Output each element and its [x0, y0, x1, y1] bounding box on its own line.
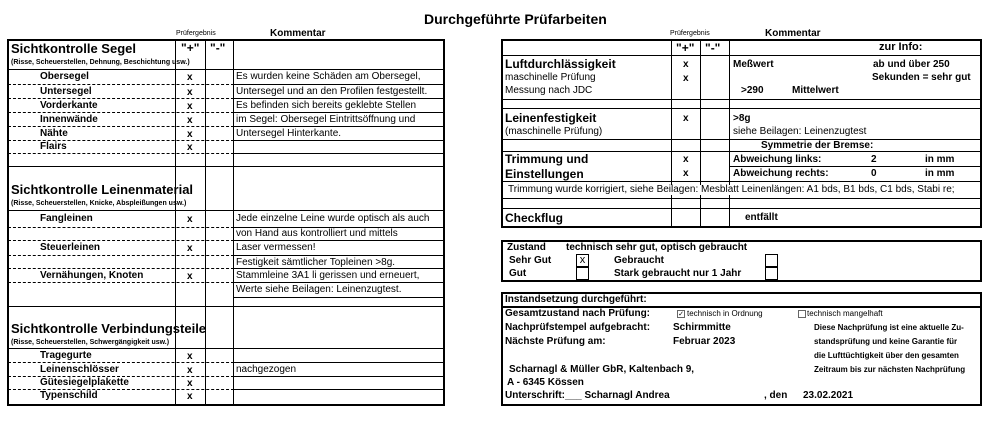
mangelhaft-label: technisch mangelhaft — [807, 309, 883, 318]
segel-mark: x — [187, 142, 193, 153]
segel-comment: Untersegel Hinterkante. — [236, 128, 342, 139]
verbindung-comment: nachgezogen — [236, 364, 297, 375]
segel-mark: x — [187, 87, 193, 98]
ordnung-checkbox[interactable]: ✓ — [678, 311, 684, 318]
luft-title: Luftdurchlässigkeit — [505, 57, 616, 71]
segel-label: Untersegel — [40, 86, 92, 97]
festigkeit-value: >8g — [733, 113, 751, 124]
segel-label: Innenwände — [40, 114, 98, 125]
kommentar-header: Kommentar — [765, 28, 821, 39]
festigkeit-note: siehe Beilagen: Leinenzugtest — [733, 126, 867, 137]
stark-checkbox[interactable] — [765, 267, 778, 280]
leinen-label: Steuerleinen — [40, 242, 101, 253]
disclaimer-line: standsprüfung und keine Garantie für — [814, 337, 958, 346]
segel-label: Flairs — [40, 141, 67, 152]
plus-header: "+" — [676, 41, 695, 55]
verbindung-label: Typenschild — [40, 390, 98, 401]
kommentar-header: Kommentar — [270, 28, 326, 39]
abweichung-rechts-label: Abweichung rechts: — [733, 168, 829, 179]
verbindung-mark: x — [187, 378, 193, 389]
trimmung-mark: x — [683, 168, 689, 179]
verbindung-title: Sichtkontrolle Verbindungsteile — [11, 321, 207, 336]
leinen-comment: Stammleine 3A1 li gerissen und erneuert, — [236, 270, 420, 281]
verbindung-mark: x — [187, 391, 193, 402]
luft-sek: Sekunden = sehr gut — [872, 72, 971, 83]
luft-value: >290 — [741, 85, 764, 96]
segel-mark: x — [187, 72, 193, 83]
luft-mittel: Mittelwert — [792, 85, 839, 96]
checkflug-title: Checkflug — [505, 211, 564, 225]
segel-label: Obersegel — [40, 71, 89, 82]
firma-line1: Scharnagl & Müller GbR, Kaltenbach 9, — [509, 364, 695, 375]
leinen-comment: Werte siehe Beilagen: Leinenzugtest. — [236, 284, 402, 295]
verbindung-sub: (Risse, Scheuerstellen, Schwergängigkeit usw.) — [11, 339, 170, 346]
ordnung-label: technisch in Ordnung — [687, 309, 763, 318]
luft-line3: Messung nach JDC — [505, 85, 593, 96]
info-header: zur Info: — [879, 41, 923, 53]
trimmung-title: Trimmung und — [505, 152, 589, 166]
abweichung-rechts-unit: in mm — [925, 168, 955, 179]
checkflug-value: entfällt — [745, 212, 778, 223]
segel-sub: (Risse, Scheuerstellen, Dehnung, Beschichtung usw.) — [11, 59, 190, 66]
leinen-mark: x — [187, 214, 193, 225]
naechste-value: Februar 2023 — [673, 336, 736, 347]
stark-label: Stark gebraucht nur 1 Jahr — [614, 268, 742, 279]
segel-comment: Es wurden keine Schäden am Obersegel, — [236, 71, 421, 82]
abweichung-links-label: Abweichung links: — [733, 154, 822, 165]
trimmung-title: Einstellungen — [505, 167, 584, 181]
leinen-label: Vernähungen, Knoten — [40, 270, 144, 281]
luft-messwert: Meßwert — [733, 59, 774, 70]
disclaimer-line: Zeitraum bis zur nächsten Nachprüfung — [814, 365, 966, 374]
datum: 23.02.2021 — [803, 390, 854, 401]
festigkeit-title: Leinenfestigkeit — [505, 111, 597, 125]
gesamtzustand-label: Gesamtzustand nach Prüfung: — [505, 308, 651, 319]
mangelhaft-checkbox[interactable] — [798, 310, 806, 318]
trimmung-mark: x — [683, 154, 689, 165]
segel-mark: x — [187, 101, 193, 112]
leinen-mark: x — [187, 243, 193, 254]
festigkeit-mark: x — [683, 113, 689, 124]
leinen-sub: (Risse, Scheuerstellen, Knicke, Abspleißungen usw.) — [11, 200, 187, 207]
segel-mark: x — [187, 129, 193, 140]
gebraucht-checkbox[interactable] — [765, 254, 778, 267]
zustand-desc: technisch sehr gut, optisch gebraucht — [566, 242, 748, 253]
leinen-label: Fangleinen — [40, 213, 93, 224]
leinen-comment: von Hand aus kontrolliert und mittels — [236, 228, 398, 239]
segel-mark: x — [187, 115, 193, 126]
naechste-label: Nächste Prüfung am: — [505, 336, 606, 347]
luft-mark: x — [683, 73, 689, 84]
den-label: , den — [764, 390, 788, 401]
leinen-mark: x — [187, 271, 193, 282]
firma-line2: A - 6345 Kössen — [507, 377, 584, 388]
minus-header: "-" — [210, 41, 226, 55]
gebraucht-label: Gebraucht — [614, 255, 665, 266]
gut-label: Gut — [509, 268, 527, 279]
segel-comment: im Segel: Obersegel Eintrittsöffnung und — [236, 114, 416, 125]
segel-label: Nähte — [40, 128, 68, 139]
sehr-gut-label: Sehr Gut — [509, 255, 552, 266]
luft-ab: ab und über 250 — [873, 59, 950, 70]
minus-header: "-" — [705, 41, 721, 55]
abweichung-links-unit: in mm — [925, 154, 955, 165]
disclaimer-line: Diese Nachprüfung ist eine aktuelle Zu- — [814, 323, 964, 332]
pruefergebnis-header: Prüfergebnis — [670, 30, 710, 37]
leinen-comment: Laser vermessen! — [236, 242, 316, 253]
luft-line2: maschinelle Prüfung — [505, 72, 596, 83]
abweichung-rechts-value: 0 — [871, 168, 877, 179]
pruefergebnis-header: Prüfergebnis — [176, 30, 216, 37]
verbindung-mark: x — [187, 351, 193, 362]
luft-mark: x — [683, 59, 689, 70]
leinen-comment: Jede einzelne Leine wurde optisch als auch — [236, 213, 430, 224]
stempel-label: Nachprüfstempel aufgebracht: — [505, 322, 651, 333]
verbindung-label: Leinenschlösser — [40, 364, 119, 375]
verbindung-label: Tragegurte — [40, 350, 92, 361]
trimmung-note: Trimmung wurde korrigiert, siehe Beilagen: Mesblatt Leinenlängen: A1 bds, B1 bds, C1 bds, Stabi re; — [508, 184, 955, 195]
segel-title: Sichtkontrolle Segel — [11, 41, 136, 56]
leinen-comment: Festigkeit sämtlicher Topleinen >8g. — [236, 257, 396, 268]
segel-label: Vorderkante — [40, 100, 98, 111]
zustand-label: Zustand — [507, 242, 546, 253]
sehr-gut-checkbox[interactable]: x — [576, 254, 589, 267]
verbindung-mark: x — [187, 365, 193, 376]
leinen-title: Sichtkontrolle Leinenmaterial — [11, 182, 194, 197]
disclaimer-line: die Lufttüchtigkeit über den gesamten — [814, 351, 959, 360]
verbindung-label: Gütesiegelplakette — [40, 377, 129, 388]
instandsetzung-title: Instandsetzung durchgeführt: — [505, 294, 647, 305]
plus-header: "+" — [181, 41, 200, 55]
unterschrift: Unterschrift:___ Scharnagl Andrea — [505, 390, 670, 401]
abweichung-links-value: 2 — [871, 154, 877, 165]
gut-checkbox[interactable] — [576, 267, 589, 280]
stempel-value: Schirmmitte — [673, 322, 731, 333]
festigkeit-sub: (maschinelle Prüfung) — [505, 126, 603, 137]
symmetrie-label: Symmetrie der Bremse: — [761, 140, 874, 151]
page-title: Durchgeführte Prüfarbeiten — [424, 11, 607, 27]
segel-comment: Untersegel und an den Profilen festgestellt. — [236, 86, 428, 97]
segel-comment: Es befinden sich bereits geklebte Stellen — [236, 100, 417, 111]
